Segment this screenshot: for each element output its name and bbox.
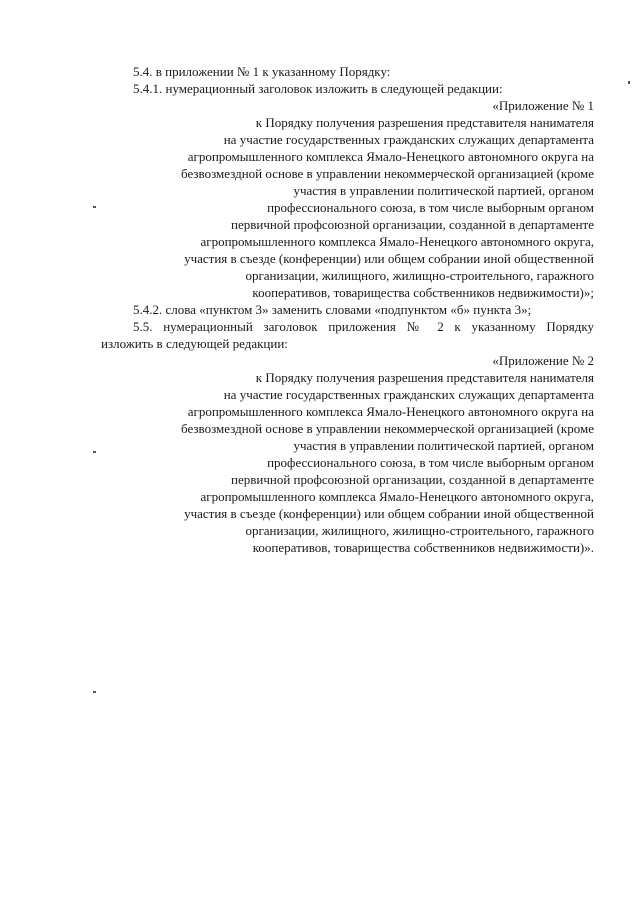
scan-speck: [93, 451, 96, 453]
paragraph-5-5-cont: изложить в следующей редакции:: [101, 336, 288, 351]
heading2-line: участия в управлении политической партией, органом: [293, 438, 594, 453]
heading1-line: «Приложение № 1: [492, 98, 594, 113]
heading2-line: безвозмездной основе в управлении некоммерческой организацией (кроме: [181, 421, 594, 436]
heading2-line: участия в съезде (конференции) или общем собрании иной общественной: [184, 506, 594, 521]
scan-speck: [93, 206, 96, 208]
heading2-line: к Порядку получения разрешения представителя нанимателя: [255, 370, 594, 385]
heading1-line: профессионального союза, в том числе выборным органом: [267, 200, 594, 215]
heading1-line: агропромышленного комплекса Ямало-Ненецкого автономного округа на: [187, 149, 594, 164]
heading2-line: агропромышленного комплекса Ямало-Ненецкого автономного округа,: [200, 489, 594, 504]
paragraph-5-5: 5.5. нумерационный заголовок приложения № 2 к указанному Порядку: [133, 319, 594, 334]
scan-speck: [628, 81, 630, 84]
heading2-line: на участие государственных гражданских служащих департамента: [223, 387, 594, 402]
heading2-line: агропромышленного комплекса Ямало-Ненецкого автономного округа на: [187, 404, 594, 419]
heading1-line: кооперативов, товарищества собственников недвижимости)»;: [252, 285, 594, 300]
heading2-line: профессионального союза, в том числе выборным органом: [267, 455, 594, 470]
heading2-line: кооперативов, товарищества собственников недвижимости)».: [252, 540, 594, 555]
heading1-line: к Порядку получения разрешения представителя нанимателя: [255, 115, 594, 130]
paragraph-5-4: 5.4. в приложении № 1 к указанному Порядку:: [133, 64, 391, 79]
heading1-line: участия в съезде (конференции) или общем собрании иной общественной: [184, 251, 594, 266]
heading2-line: «Приложение № 2: [492, 353, 594, 368]
heading1-line: агропромышленного комплекса Ямало-Ненецкого автономного округа,: [200, 234, 594, 249]
heading2-line: организации, жилищного, жилищно-строительного, гаражного: [245, 523, 594, 538]
heading1-line: первичной профсоюзной организации, созданной в департаменте: [231, 217, 594, 232]
heading1-line: организации, жилищного, жилищно-строительного, гаражного: [245, 268, 594, 283]
heading2-line: первичной профсоюзной организации, созданной в департаменте: [231, 472, 594, 487]
heading1-line: участия в управлении политической партией, органом: [293, 183, 594, 198]
scan-speck: [93, 691, 96, 693]
paragraph-5-4-1: 5.4.1. нумерационный заголовок изложить в следующей редакции:: [133, 81, 503, 96]
heading1-line: на участие государственных гражданских служащих департамента: [223, 132, 594, 147]
heading1-line: безвозмездной основе в управлении некоммерческой организацией (кроме: [181, 166, 594, 181]
paragraph-5-4-2: 5.4.2. слова «пунктом 3» заменить словами «подпунктом «б» пункта 3»;: [133, 302, 532, 317]
